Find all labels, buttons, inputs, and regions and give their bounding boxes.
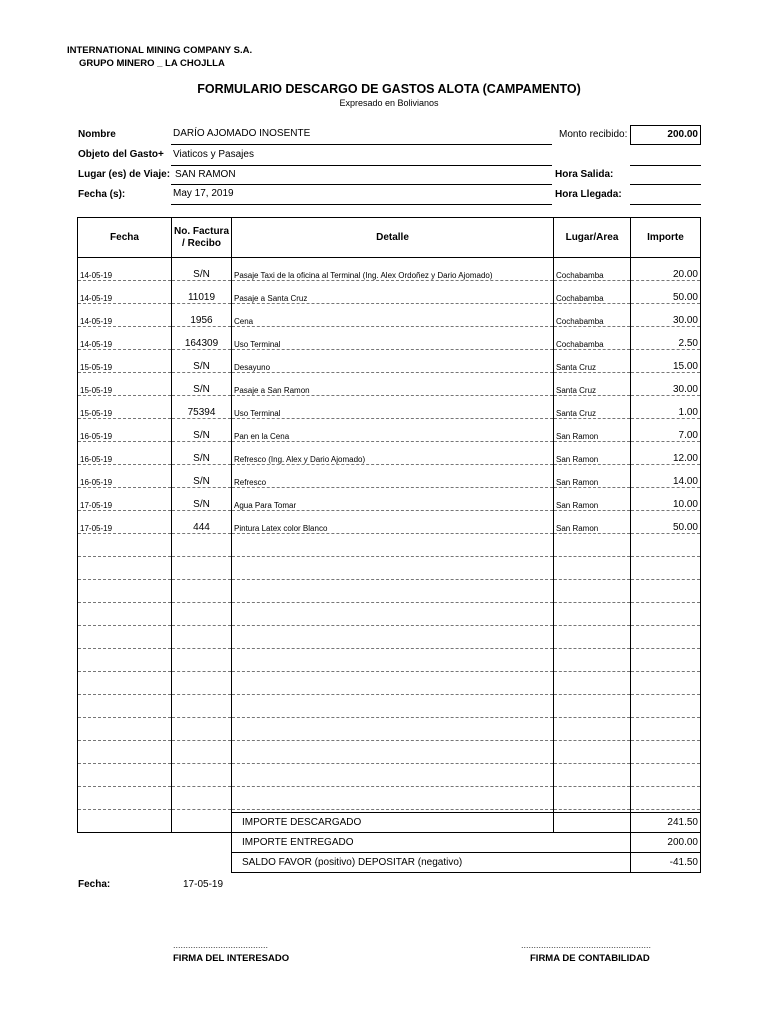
hora-llegada-line xyxy=(630,204,701,205)
empty-cell xyxy=(78,649,172,672)
empty-cell xyxy=(78,557,172,580)
cell-detalle: Refresco (Ing. Alex y Dario Ajomado) xyxy=(232,442,554,465)
hora-salida-line xyxy=(630,184,701,185)
cell-importe: 50.00 xyxy=(631,511,701,534)
cell-detalle: Pasaje a San Ramon xyxy=(232,373,554,396)
table-row xyxy=(78,419,701,442)
empty-cell xyxy=(232,764,554,787)
cell-lugar: San Ramon xyxy=(554,442,631,465)
empty-cell xyxy=(631,580,701,603)
empty-cell xyxy=(172,626,232,649)
empty-cell xyxy=(232,603,554,626)
monto-label: Monto recibido: xyxy=(559,129,628,140)
cell-detalle: Pintura Latex color Blanco xyxy=(232,511,554,534)
cell-importe: 30.00 xyxy=(631,304,701,327)
empty-cell xyxy=(631,695,701,718)
lugar-value: SAN RAMON xyxy=(175,169,236,180)
nombre-value: DARÍO AJOMADO INOSENTE xyxy=(173,128,311,139)
empty-cell xyxy=(232,787,554,810)
empty-cell xyxy=(78,718,172,741)
cell-fecha: 17-05-19 xyxy=(78,488,172,511)
cell-fecha: 14-05-19 xyxy=(78,327,172,350)
cell-lugar: San Ramon xyxy=(554,465,631,488)
empty-cell xyxy=(554,764,631,787)
saldo-value: -41.50 xyxy=(631,853,701,873)
empty-cell xyxy=(232,626,554,649)
table-row xyxy=(78,327,701,350)
cell-detalle: Pan en la Cena xyxy=(232,419,554,442)
empty-cell xyxy=(554,603,631,626)
table-row xyxy=(78,488,701,511)
descargado-label: IMPORTE DESCARGADO xyxy=(232,813,631,833)
empty-cell xyxy=(554,534,631,557)
cell-factura: S/N xyxy=(172,488,232,511)
empty-cell xyxy=(78,764,172,787)
cell-factura: 1956 xyxy=(172,304,232,327)
cell-importe: 14.00 xyxy=(631,465,701,488)
cell-lugar: Santa Cruz xyxy=(554,373,631,396)
signature-line-interesado: ...................................... xyxy=(173,940,269,950)
empty-cell xyxy=(232,580,554,603)
objeto-label: Objeto del Gasto+ xyxy=(78,149,164,160)
objeto-value: Viaticos y Pasajes xyxy=(173,149,254,160)
empty-cell xyxy=(172,741,232,764)
firma-interesado-label: FIRMA DEL INTERESADO xyxy=(173,953,290,964)
empty-cell xyxy=(631,557,701,580)
empty-cell xyxy=(232,672,554,695)
lugar-label: Lugar (es) de Viaje: xyxy=(78,169,171,180)
company-name: INTERNATIONAL MINING COMPANY S.A. xyxy=(67,45,253,56)
empty-cell xyxy=(78,741,172,764)
cell-importe: 12.00 xyxy=(631,442,701,465)
empty-cell xyxy=(172,810,232,833)
cell-detalle: Pasaje Taxi de la oficina al Terminal (Ing. Alex Ordoñez y Dario Ajomado) xyxy=(232,258,554,281)
expense-table xyxy=(77,217,701,833)
empty-table-row xyxy=(78,649,701,672)
company-group: GRUPO MINERO _ LA CHOJLLA xyxy=(79,58,225,69)
cell-detalle: Uso Terminal xyxy=(232,396,554,419)
col-header-lugar: Lugar/Area xyxy=(554,218,631,258)
empty-cell xyxy=(172,764,232,787)
cell-factura: S/N xyxy=(172,373,232,396)
objeto-underline xyxy=(171,165,552,166)
empty-table-row xyxy=(78,626,701,649)
empty-cell xyxy=(631,764,701,787)
cell-factura: S/N xyxy=(172,419,232,442)
empty-cell xyxy=(554,718,631,741)
empty-table-row xyxy=(78,787,701,810)
firma-contabilidad-label: FIRMA DE CONTABILIDAD xyxy=(530,953,650,964)
lugar-underline xyxy=(171,184,552,185)
empty-cell xyxy=(631,626,701,649)
cell-importe: 15.00 xyxy=(631,350,701,373)
empty-table-row xyxy=(78,603,701,626)
empty-table-row xyxy=(78,557,701,580)
cell-lugar: Cochabamba xyxy=(554,327,631,350)
cell-lugar: Cochabamba xyxy=(554,258,631,281)
cell-detalle: Cena xyxy=(232,304,554,327)
table-header-row xyxy=(78,218,701,258)
empty-cell xyxy=(78,626,172,649)
empty-cell xyxy=(232,718,554,741)
cell-factura: S/N xyxy=(172,442,232,465)
cell-factura: S/N xyxy=(172,258,232,281)
cell-factura: 11019 xyxy=(172,281,232,304)
saldo-label: SALDO FAVOR (positivo) DEPOSITAR (negativo) xyxy=(232,853,631,873)
col-header-fecha: Fecha xyxy=(78,218,172,258)
cell-detalle: Uso Terminal xyxy=(232,327,554,350)
cell-fecha: 16-05-19 xyxy=(78,419,172,442)
hora-llegada-label: Hora Llegada: xyxy=(555,189,622,200)
empty-table-row xyxy=(78,741,701,764)
empty-cell xyxy=(232,557,554,580)
empty-cell xyxy=(78,810,172,833)
cell-detalle: Refresco xyxy=(232,465,554,488)
empty-table-row xyxy=(78,672,701,695)
empty-cell xyxy=(172,649,232,672)
cell-fecha: 14-05-19 xyxy=(78,258,172,281)
cell-fecha: 17-05-19 xyxy=(78,511,172,534)
cell-factura: 164309 xyxy=(172,327,232,350)
footer-fecha-label: Fecha: xyxy=(78,879,111,890)
empty-cell xyxy=(554,626,631,649)
col-header-importe: Importe xyxy=(631,218,701,258)
empty-cell xyxy=(554,557,631,580)
empty-cell xyxy=(631,649,701,672)
monto-value: 200.00 xyxy=(667,129,698,140)
cell-fecha: 15-05-19 xyxy=(78,350,172,373)
empty-cell xyxy=(631,534,701,557)
table-row xyxy=(78,304,701,327)
cell-lugar: Santa Cruz xyxy=(554,350,631,373)
entregado-value: 200.00 xyxy=(631,833,701,853)
form-title: FORMULARIO DESCARGO DE GASTOS ALOTA (CAMPAMENTO) xyxy=(197,82,581,96)
cell-lugar: San Ramon xyxy=(554,419,631,442)
cell-factura: S/N xyxy=(172,350,232,373)
empty-table-row xyxy=(78,580,701,603)
empty-table-row xyxy=(78,695,701,718)
monto-extra-line xyxy=(630,165,701,166)
cell-lugar: San Ramon xyxy=(554,511,631,534)
empty-cell xyxy=(554,741,631,764)
empty-cell xyxy=(78,787,172,810)
table-row xyxy=(78,281,701,304)
empty-cell xyxy=(232,741,554,764)
cell-detalle: Desayuno xyxy=(232,350,554,373)
cell-importe: 10.00 xyxy=(631,488,701,511)
empty-cell xyxy=(78,695,172,718)
empty-cell xyxy=(554,695,631,718)
footer-fecha-value: 17-05-19 xyxy=(183,879,224,890)
empty-cell xyxy=(172,718,232,741)
cell-fecha: 16-05-19 xyxy=(78,442,172,465)
totals-table xyxy=(231,812,701,873)
cell-fecha: 14-05-19 xyxy=(78,304,172,327)
table-row xyxy=(78,258,701,281)
hora-salida-label: Hora Salida: xyxy=(555,169,614,180)
empty-cell xyxy=(78,672,172,695)
fecha-value: May 17, 2019 xyxy=(173,188,234,199)
empty-cell xyxy=(232,649,554,672)
empty-cell xyxy=(631,672,701,695)
cell-lugar: Cochabamba xyxy=(554,281,631,304)
empty-cell xyxy=(232,534,554,557)
cell-fecha: 14-05-19 xyxy=(78,281,172,304)
empty-cell xyxy=(631,787,701,810)
form-subtitle: Expresado en Bolivianos xyxy=(339,98,439,108)
table-row xyxy=(78,442,701,465)
fecha-underline xyxy=(171,204,552,205)
nombre-label: Nombre xyxy=(78,129,116,140)
cell-factura: 444 xyxy=(172,511,232,534)
empty-cell xyxy=(172,603,232,626)
cell-detalle: Pasaje a Santa Cruz xyxy=(232,281,554,304)
table-row xyxy=(78,373,701,396)
cell-importe: 30.00 xyxy=(631,373,701,396)
cell-lugar: Cochabamba xyxy=(554,304,631,327)
cell-lugar: San Ramon xyxy=(554,488,631,511)
cell-fecha: 16-05-19 xyxy=(78,465,172,488)
col-header-factura: No. Factura / Recibo xyxy=(172,218,232,258)
col-header-detalle: Detalle xyxy=(232,218,554,258)
empty-cell xyxy=(232,695,554,718)
descargado-value: 241.50 xyxy=(631,813,701,833)
empty-cell xyxy=(631,718,701,741)
cell-importe: 1.00 xyxy=(631,396,701,419)
cell-factura: 75394 xyxy=(172,396,232,419)
cell-importe: 7.00 xyxy=(631,419,701,442)
nombre-underline xyxy=(171,144,552,145)
cell-fecha: 15-05-19 xyxy=(78,373,172,396)
table-row xyxy=(78,396,701,419)
empty-cell xyxy=(554,672,631,695)
empty-cell xyxy=(172,534,232,557)
empty-cell xyxy=(172,580,232,603)
empty-cell xyxy=(172,672,232,695)
empty-cell xyxy=(631,603,701,626)
empty-table-row xyxy=(78,718,701,741)
totals-row-descargado xyxy=(232,813,701,833)
totals-row-saldo xyxy=(232,853,701,873)
empty-cell xyxy=(78,580,172,603)
empty-cell xyxy=(172,787,232,810)
cell-importe: 2.50 xyxy=(631,327,701,350)
table-row xyxy=(78,511,701,534)
empty-cell xyxy=(554,580,631,603)
signature-line-contabilidad: .................................................... xyxy=(521,940,652,950)
entregado-label: IMPORTE ENTREGADO xyxy=(232,833,631,853)
cell-fecha: 15-05-19 xyxy=(78,396,172,419)
cell-detalle: Agua Para Tomar xyxy=(232,488,554,511)
empty-cell xyxy=(172,695,232,718)
cell-factura: S/N xyxy=(172,465,232,488)
table-row xyxy=(78,465,701,488)
empty-table-row xyxy=(78,534,701,557)
empty-cell xyxy=(78,603,172,626)
empty-cell xyxy=(172,557,232,580)
cell-importe: 50.00 xyxy=(631,281,701,304)
totals-row-entregado xyxy=(232,833,701,853)
empty-cell xyxy=(631,741,701,764)
empty-cell xyxy=(554,649,631,672)
fecha-label: Fecha (s): xyxy=(78,189,126,200)
empty-table-row xyxy=(78,764,701,787)
empty-cell xyxy=(78,534,172,557)
empty-cell xyxy=(554,787,631,810)
cell-lugar: Santa Cruz xyxy=(554,396,631,419)
monto-box xyxy=(630,125,701,145)
table-row xyxy=(78,350,701,373)
cell-importe: 20.00 xyxy=(631,258,701,281)
